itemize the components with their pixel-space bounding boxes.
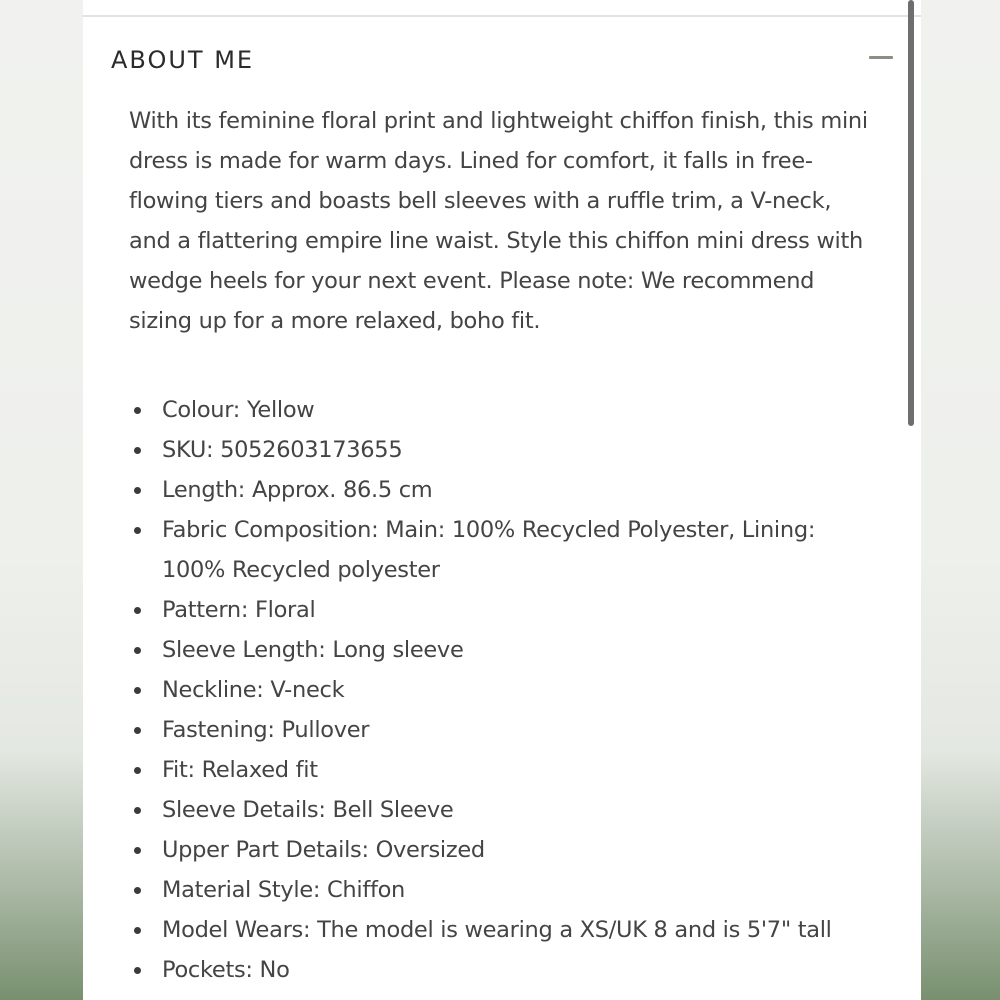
spec-item-fastening (129, 710, 877, 750)
spec-text: Colour: Yellow (162, 397, 315, 423)
bullet-icon (134, 647, 141, 654)
bullet-icon (134, 447, 141, 454)
bullet-icon (134, 527, 141, 534)
spec-item-length (129, 470, 877, 510)
about-me-content (129, 100, 877, 983)
spec-item-sku (129, 430, 877, 470)
spec-text: Fastening: Pullover (162, 717, 370, 743)
spec-text: SKU: 5052603173655 (162, 437, 403, 463)
spec-text: Fabric Composition: Main: 100% Recycled Polyester, Lining: 100% Recycled polyester (162, 517, 816, 583)
bullet-icon (134, 767, 141, 774)
bullet-icon (134, 407, 141, 414)
minus-icon[interactable] (869, 56, 893, 59)
spec-item-pockets (129, 950, 877, 990)
bullet-icon (134, 727, 141, 734)
spec-item-pattern (129, 590, 877, 630)
about-me-accordion-header[interactable] (83, 36, 921, 86)
spec-item-neckline (129, 670, 877, 710)
spec-item-sleeve-length (129, 630, 877, 670)
spec-item-fit (129, 750, 877, 790)
bullet-icon (134, 607, 141, 614)
spec-text: Model Wears: The model is wearing a XS/UK 8 and is 5'7" tall (162, 917, 832, 943)
spec-item-model-wears (129, 910, 877, 950)
spec-text: Neckline: V-neck (162, 677, 345, 703)
bullet-icon (134, 807, 141, 814)
product-description: With its feminine floral print and lightweight chiffon finish, this mini dress is made for warm days. Lined for comfort, it falls in free-flowing tiers and boasts bell sleeves with a ruffle trim, a V-neck, and a flattering empire line waist. Style this chiffon mini dress with wedge heels for your next event. Please note: We recommend sizing up for a more relaxed, boho fit. (129, 108, 868, 334)
scrollbar-thumb[interactable] (908, 0, 914, 426)
bullet-icon (134, 687, 141, 694)
spec-list (129, 390, 877, 990)
product-details-panel (83, 0, 921, 1000)
bullet-icon (134, 487, 141, 494)
bullet-icon (134, 967, 141, 974)
spec-text: Length: Approx. 86.5 cm (162, 477, 433, 503)
bullet-icon (134, 847, 141, 854)
spec-item-sleeve-details (129, 790, 877, 830)
spec-item-upper-part (129, 830, 877, 870)
section-title: ABOUT ME (111, 46, 255, 74)
spec-text: Pockets: No (162, 957, 290, 983)
spec-item-material-style (129, 870, 877, 910)
spec-text: Sleeve Details: Bell Sleeve (162, 797, 454, 823)
spec-text: Pattern: Floral (162, 597, 316, 623)
spec-text: Material Style: Chiffon (162, 877, 405, 903)
bullet-icon (134, 927, 141, 934)
spec-item-fabric (129, 510, 877, 590)
bullet-icon (134, 887, 141, 894)
spec-text: Upper Part Details: Oversized (162, 837, 485, 863)
spec-item-colour (129, 390, 877, 430)
spec-text: Sleeve Length: Long sleeve (162, 637, 464, 663)
divider (83, 15, 921, 17)
spec-text: Fit: Relaxed fit (162, 757, 318, 783)
